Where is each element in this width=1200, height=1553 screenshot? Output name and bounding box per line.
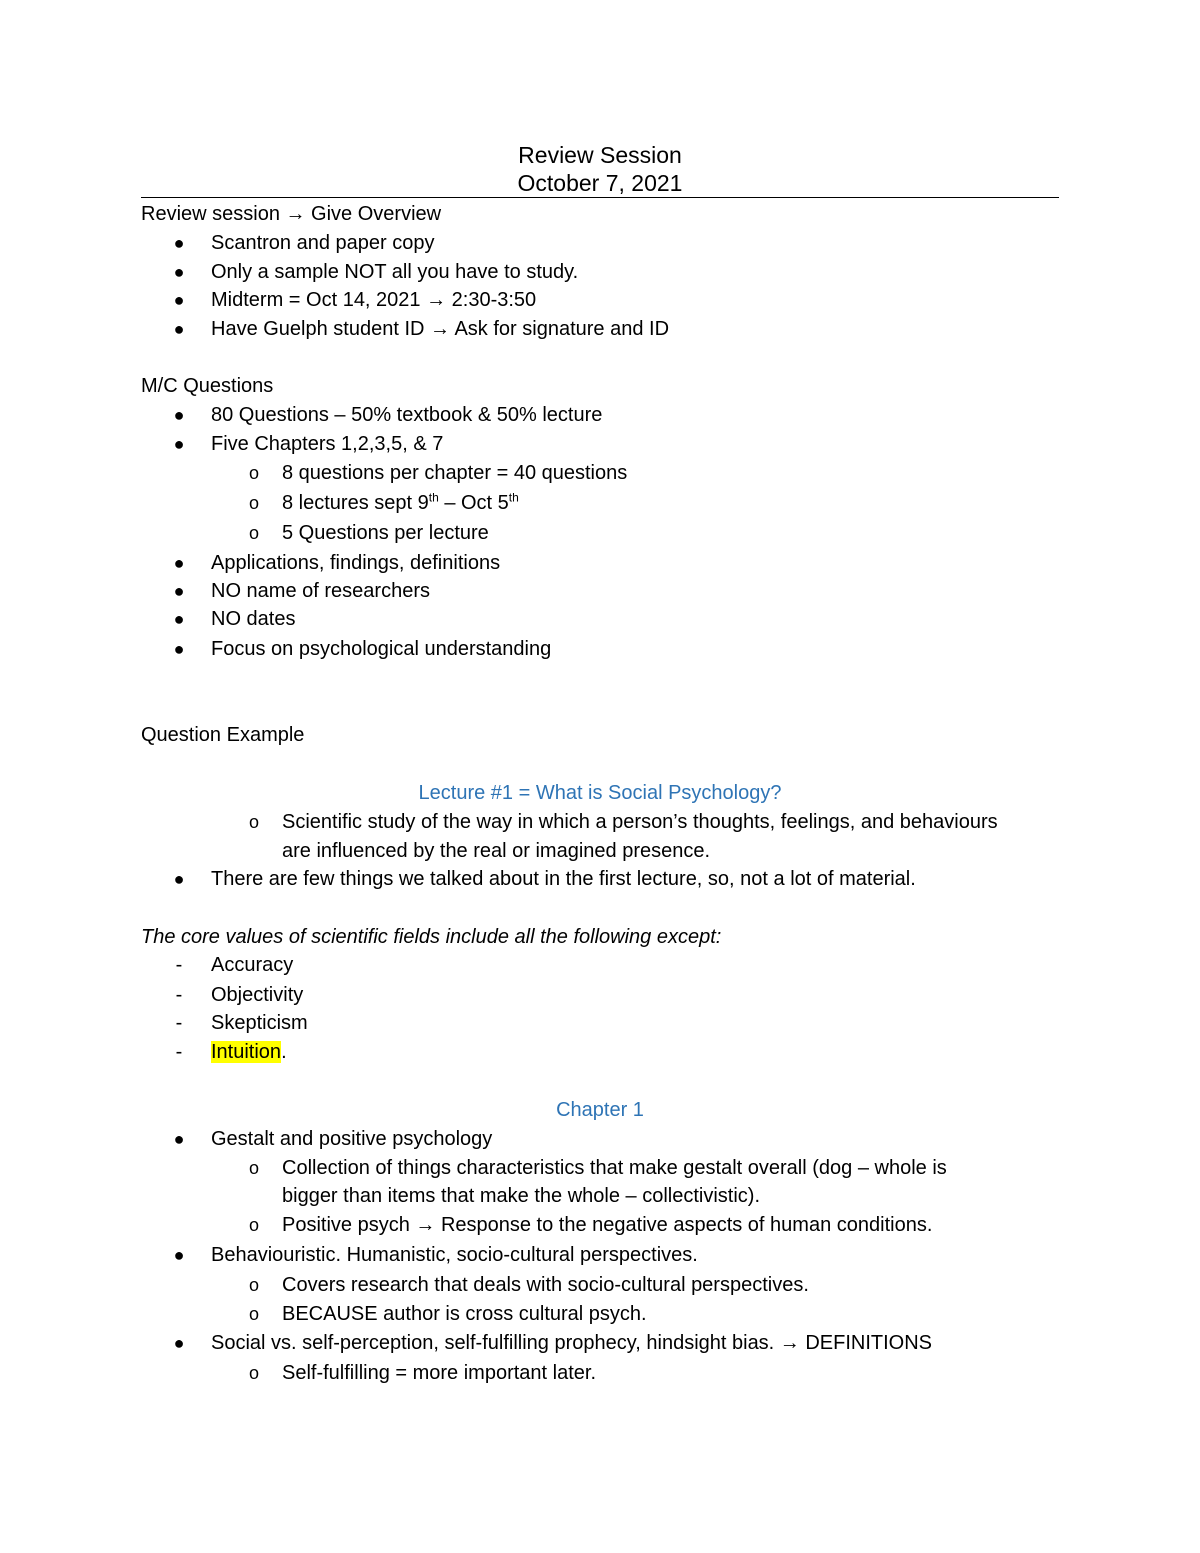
sub-list-item: 5 Questions per lecture [282, 522, 489, 544]
sub-list-item: Self-fulfilling = more important later. [282, 1362, 597, 1384]
sub-list-item: Covers research that deals with socio-cultural perspectives. [282, 1274, 809, 1296]
dash-icon: - [175, 984, 183, 1006]
sub-bullet-icon: o [248, 1215, 259, 1235]
sub-list-item-continued: bigger than items that make the whole – collectivistic). [282, 1185, 760, 1207]
bullet-icon: ● [173, 609, 185, 629]
sub-list-item-continued: are influenced by the real or imagined presence. [282, 840, 711, 862]
bullet-icon: ● [173, 581, 185, 601]
highlighted-answer: Intuition [211, 1041, 282, 1063]
sub-bullet-icon: o [248, 493, 259, 513]
bullet-icon: ● [173, 869, 185, 889]
sub-list-item: Collection of things characteristics that make gestalt overall (dog – whole is [282, 1157, 947, 1179]
ordinal-suffix: th [428, 490, 439, 505]
list-item: 80 Questions – 50% textbook & 50% lecture [211, 404, 603, 426]
bullet-icon: ● [173, 553, 185, 573]
bullet-icon: ● [173, 434, 185, 454]
answer-option: Objectivity [211, 984, 304, 1006]
bullet-icon: ● [173, 319, 185, 339]
page-title: Review Session [518, 142, 682, 168]
sub-list-item: BECAUSE author is cross cultural psych. [282, 1303, 647, 1325]
list-item: Scantron and paper copy [211, 232, 435, 254]
bullet-icon: ● [173, 1245, 185, 1265]
bullet-icon: ● [173, 639, 185, 659]
lecture-title: Lecture #1 = What is Social Psychology? [418, 782, 782, 804]
list-item: NO dates [211, 608, 296, 630]
sub-list-item: Scientific study of the way in which a person’s thoughts, feelings, and behaviours [282, 811, 998, 833]
chapter-title: Chapter 1 [556, 1099, 644, 1121]
list-item: Social vs. self-perception, self-fulfilling prophecy, hindsight bias. → DEFINITIONS [211, 1332, 933, 1354]
answer-option: Skepticism [211, 1012, 308, 1034]
answer-option-correct [211, 1039, 287, 1065]
mc-heading: M/C Questions [141, 375, 274, 397]
bullet-icon: ● [173, 290, 185, 310]
list-item: Focus on psychological understanding [211, 638, 552, 660]
sub-bullet-icon: o [248, 463, 259, 483]
sub-bullet-icon: o [248, 1275, 259, 1295]
answer-period: . [281, 1041, 287, 1063]
bullet-icon: ● [173, 233, 185, 253]
lecture-range-end: – Oct 5 [438, 492, 509, 514]
ordinal-suffix: th [508, 490, 519, 505]
sub-bullet-icon: o [248, 1158, 259, 1178]
sub-list-item: 8 questions per chapter = 40 questions [282, 462, 628, 484]
sub-bullet-icon: o [248, 1304, 259, 1324]
lecture-range-start: 8 lectures sept 9 [282, 492, 429, 514]
list-item: Five Chapters 1,2,3,5, & 7 [211, 433, 444, 455]
list-item: There are few things we talked about in the first lecture, so, not a lot of material. [211, 868, 916, 890]
intro-heading: Review session → Give Overview [141, 203, 442, 225]
answer-option: Accuracy [211, 954, 294, 976]
sub-list-item [282, 490, 519, 516]
page-date: October 7, 2021 [517, 170, 683, 196]
title-divider [141, 197, 1059, 198]
list-item: NO name of researchers [211, 580, 430, 602]
dash-icon: - [175, 1012, 183, 1034]
list-item: Behaviouristic. Humanistic, socio-cultural perspectives. [211, 1244, 698, 1266]
list-item: Gestalt and positive psychology [211, 1128, 493, 1150]
dash-icon: - [175, 954, 183, 976]
bullet-icon: ● [173, 1129, 185, 1149]
list-item: Applications, findings, definitions [211, 552, 501, 574]
bullet-icon: ● [173, 405, 185, 425]
sub-list-item: Positive psych → Response to the negative aspects of human conditions. [282, 1214, 933, 1236]
sub-bullet-icon: o [248, 812, 259, 832]
list-item: Have Guelph student ID → Ask for signature and ID [211, 318, 670, 340]
list-item: Midterm = Oct 14, 2021 → 2:30-3:50 [211, 289, 537, 311]
sub-bullet-icon: o [248, 523, 259, 543]
bullet-icon: ● [173, 1333, 185, 1353]
example-heading: Question Example [141, 724, 305, 746]
dash-icon: - [175, 1041, 183, 1063]
bullet-icon: ● [173, 262, 185, 282]
question-text: The core values of scientific fields include all the following except: [141, 926, 722, 948]
sub-bullet-icon: o [248, 1363, 259, 1383]
list-item: Only a sample NOT all you have to study. [211, 261, 579, 283]
